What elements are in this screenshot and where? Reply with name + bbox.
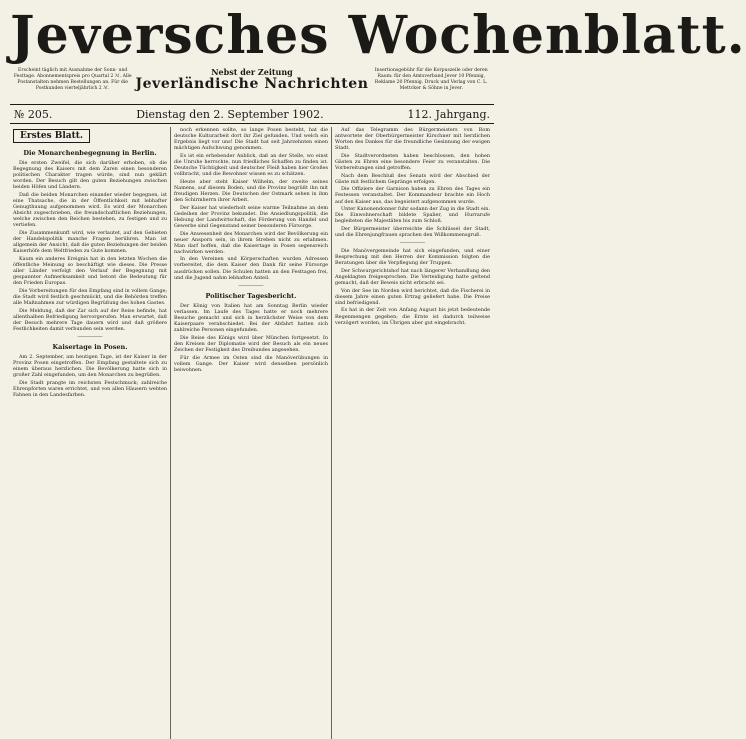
column-1: [10, 127, 171, 739]
paragraph: Der Bürgermeister überreichte die Schlüssel der Stadt, und die Ehrenjungfrauen sprachen den Willkommensgruß.: [335, 225, 490, 238]
masthead-title: Jeversches Wochenblatt.: [10, 5, 746, 66]
article-headline: Kaisertage in Posen.: [52, 343, 128, 352]
separator-rule: ―――――: [400, 240, 425, 247]
paragraph: Für die Armee im Osten sind die Manöverübungen in vollem Gange. Der Kaiser wird denselben persönlich beiwohnen.: [174, 354, 328, 373]
paragraph: Es hat in der Zeit von Anfang August bis jetzt bedeutende Regenmengen gegeben; die Ernte ist dadurch teilweise verzögert worden, im Übrigen aber gut eingebracht.: [335, 307, 490, 326]
paragraph: Die Meldung, daß der Zar sich auf der Reise befinde, hat allenthalben Befriedigung hervorgerufen. Man erwartet, daß der Besuch mehrere Tage dauern wird und daß größere Festlichkeiten damit verbunden sein werden.: [13, 307, 167, 332]
paragraph: Die Stadt prangte im reichsten Festschmuck; zahlreiche Ehrenpforten waren errichtet, und von allen Häusern wehten Fahnen in den Landesfarben.: [13, 379, 167, 399]
paragraph: noch erkennen sollte, so lange Posen besteht, hat die deutsche Kulturarbeit dort ihr Ziel gefunden. Und welch ein Ergebnis liegt vor uns! Die Stadt hat seit Jahrzehnten einen mächtigen Aufschwung genommen.: [174, 127, 328, 152]
article-headline: Die Monarchenbegegnung in Berlin.: [23, 149, 157, 157]
paragraph: Die Anwesenheit des Monarchen wird der Bevölkerung ein neuer Ansporn sein, in ihrem Streben nicht zu erlahmen. Man darf hoffen, daß die Kaisertage in Posen segensreich nachwirken werden.: [174, 230, 328, 255]
paragraph: Die Reise des Königs wird über München fortgesetzt. In den Kreisen der Diplomatie wird der Besuch als ein neues Zeichen der Festigkeit des Dreibundes angesehen.: [174, 334, 328, 353]
paragraph: Auf das Telegramm des Bürgermeisters von Rom antwortete der Oberbürgermeister Kirschner mit herzlichen Worten des Dankes für die freundliche Gesinnung der ewigen Stadt.: [335, 127, 490, 152]
section-label: Erstes Blatt.: [13, 129, 90, 143]
masthead-subhead: [10, 68, 494, 102]
separator-rule: ―――――: [77, 334, 103, 341]
dateline: [10, 104, 494, 124]
volume-year: 112. Jahrgang.: [407, 107, 490, 121]
paragraph: Der König von Italien hat am Sonntag Berlin wieder verlassen. Im Laufe des Tages hatte er noch mehrere Besuche gemacht und sich in herzlichster Weise von dem Kaiserpaare verabschiedet. Bei der Abfahrt hatten sich zahlreiche Personen eingefunden.: [174, 302, 328, 334]
paragraph: Die Stadtverordneten haben beschlossen, den hohen Gästen zu Ehren eine besondere Feier zu veranstalten. Die Vorbereitungen sind getroffen.: [335, 152, 490, 172]
paragraph: Von der See im Norden wird berichtet, daß die Fischerei in diesem Jahre einen guten Ertrag geliefert habe. Die Preise sind befriedigend.: [335, 287, 490, 306]
paragraph: Kaum ein anderes Ereignis hat in den letzten Wochen die öffentliche Meinung so beschäftigt wie dieses. Die Presse aller Länder verfolgt den Verlauf der Begegnung mit gespannter Aufmerksamkeit und betont die Bedeutung für den Frieden Europas.: [13, 255, 167, 287]
column-2: [171, 127, 332, 739]
article-headline: Politischer Tagesbericht.: [205, 291, 297, 300]
paragraph: Die Offiziere der Garnison haben zu Ehren des Tages ein Festessen veranstaltet. Der Kommandeur brachte ein Hoch auf den Kaiser aus, das begeistert aufgenommen wurde.: [335, 186, 490, 205]
paragraph: Nach dem Beschluß des Senats wird der Abschied der Gäste mit festlichem Gepränge erfolgen.: [335, 172, 490, 185]
paragraph: Der Kaiser hat wiederholt seine warme Teilnahme an dem Gedeihen der Provinz bekundet. Die Ansiedlungspolitik, die Hebung der Landwirtschaft, die Förderung von Handel und Gewerbe sind Gegenstand seiner besonderen Fürsorge.: [174, 204, 328, 229]
masthead-center: [135, 68, 368, 92]
issue-number: № 205.: [14, 107, 53, 121]
paragraph: Es ist ein erhebender Anblick, daß an der Stelle, wo einst die Unruhe herrschte, nun friedliches Schaffen zu finden ist. Deutsche Tüchtigkeit und deutscher Fleiß haben hier Großes vollbracht, und die Bewohner wissen es zu schätzen.: [174, 152, 328, 178]
paragraph: In den Vereinen und Körperschaften wurden Adressen vorbereitet, die dem Kaiser den Dank für seine Fürsorge ausdrücken sollen. Die Schulen hatten an den Festtagen frei, und die Jugend nahm lebhaften Anteil.: [174, 256, 328, 281]
paragraph: Die Manövergemeinde hat sich eingefunden, und einer Besprechung mit den Herren der Kommission folgten die Beratungen über die Verpflegung der Truppen.: [335, 248, 490, 267]
paragraph: Am 2. September, am heutigen Tage, ist der Kaiser in der Provinz Posen eingetroffen. Der Empfang gestaltete sich zu einem überaus herzlichen. Die Bevölkerung hatte sich in großer Zahl eingefunden, um den Monarchen zu begrüßen.: [13, 354, 167, 379]
masthead-subtitle: Jeverländische Nachrichten: [135, 76, 369, 92]
paragraph: Der Schwurgerichtshof hat nach längerer Verhandlung den Angeklagten freigesprochen. Die Verteidigung hatte geltend gemacht, daß der Beweis nicht erbracht sei.: [335, 267, 490, 287]
column-3: [332, 127, 493, 739]
separator-rule: ―――――: [238, 282, 264, 289]
paragraph: Unter Kanonendonner fuhr sodann der Zug in die Stadt ein. Die Einwohnerschaft bildete Spalier, und Hurrarufe begleiteten die Majestäten bis zum Schloß.: [335, 206, 491, 225]
paragraph: Die ersten Zweifel, die sich darüber erhoben, ob die Begegnung des Kaisers mit dem Zaren einen besonderen politischen Charakter tragen würde, sind nun geklärt worden. Der Besuch gilt den guten Beziehungen zwischen beiden Höfen und Ländern.: [13, 160, 167, 191]
paragraph: Die Zusammenkunft wird, wie verlautet, auf den Gebieten der Handelspolitik manche Fragen berühren. Man ist allgemein der Ansicht, daß die guten Beziehungen der beiden Kaiserhöfe dem Weltfrieden zu Gute kommen.: [13, 230, 167, 255]
nebst-der-zeitung: Nebst der Zeitung: [211, 67, 293, 77]
paragraph: Die Vorbereitungen für den Empfang sind in vollem Gange; die Stadt wird festlich geschmückt, und die Behörden treffen alle Maßnahmen zur würdigen Begrüßung des hohen Gastes.: [13, 287, 167, 307]
paragraph: Heute aber steht Kaiser Wilhelm, der zweite seines Namens, auf diesem Boden, und die Provinz begrüßt ihn mit freudigen Herzen. Die Deutschen der Ostmark sehen in ihm den Schirmherrn ihrer Arbeit.: [174, 178, 328, 204]
insertion-info: Insertionsgebühr für die Korpuszeile oder deren Raum: für den Amtsverband Jever 10 Pfennig, Reklame 20 Pfennig. Druck und Verlag von C. L. Mettcker & Söhne in Jever.: [374, 68, 488, 91]
subscription-info: Erscheint täglich mit Ausnahme der Sonn- und Festtage. Abonnementspreis pro Quartal 2 ℳ. Alle Postanstalten nehmen Bestellungen an. Für die Postkunden vierteljährlich 2 ℳ.: [13, 68, 132, 91]
paragraph: Daß die beiden Monarchen einander wieder begegnen, ist eine Thatsache, die in der Öffentlichkeit mit lebhafter Genugthuung aufgenommen wird. Es wird der Monarchen Absicht zugeschrieben, die freundschaftlichen Beziehungen, welche zwischen den Reichen bestehen, zu festigen und zu vertiefen.: [13, 191, 167, 229]
article-columns: [10, 127, 494, 739]
issue-date: Dienstag den 2. September 1902.: [136, 107, 324, 121]
